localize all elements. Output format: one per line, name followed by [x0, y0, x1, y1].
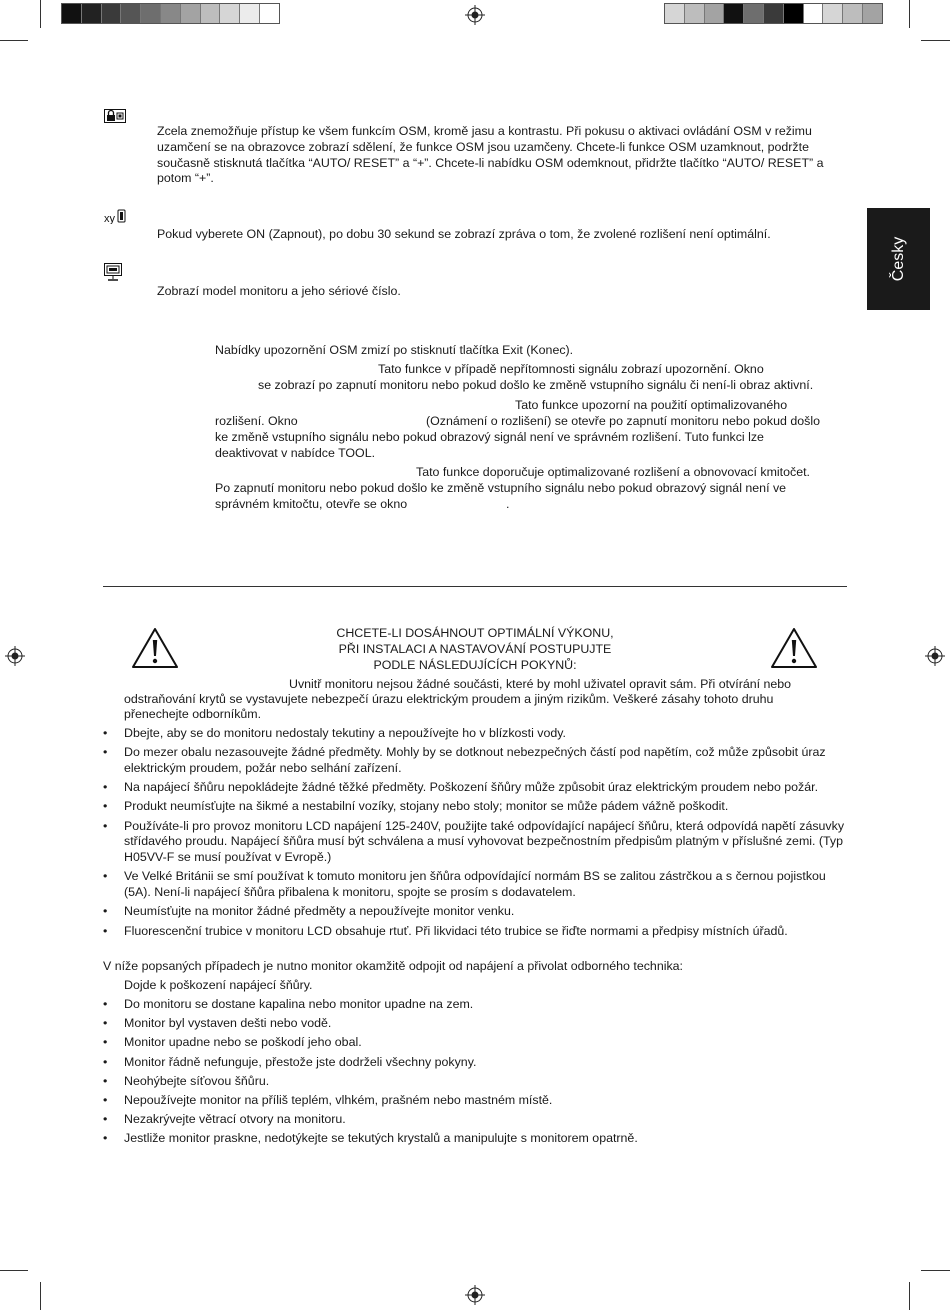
color-swatch — [764, 4, 784, 23]
osm-lock-icon — [104, 109, 126, 123]
list-item: • Fluorescenční trubice v monitoru LCD obsahuje rtuť. Při likvidaci této trubice se řiďte normami a předpisy místních úřadů. — [103, 924, 848, 940]
list-item: • Používáte-li pro provoz monitoru LCD napájení 125-240V, použijte také odpovídající napájecí šňůru, která odpovídá napětí zásuvky střídavého proudu. Napájecí šňůra musí být schválena a musí vyhovovat bezpečnostním předpisům platným v příslušné zemi. (Typ H05VV-F se musí používat v Evropě.) — [103, 819, 848, 866]
service-warning-line-3: přenechejte odborníkům. — [124, 707, 262, 721]
color-swatch — [863, 4, 882, 23]
color-swatch — [724, 4, 744, 23]
frequency-line-3b: . — [506, 497, 510, 511]
color-swatch — [62, 4, 82, 23]
color-swatch — [141, 4, 161, 23]
svg-text:xy: xy — [104, 213, 115, 224]
color-swatch — [665, 4, 685, 23]
osm-warning-intro: Nabídky upozornění OSM zmizí po stisknutí tlačítka Exit (Konec). — [215, 343, 574, 357]
osm-lock-description: Zcela znemožňuje přístup ke všem funkcím OSM, kromě jasu a kontrastu. Při pokusu o aktivaci ovládání OSM v režimu uzamčení se na obrazovce zobrazí sdělení, že funkce OSM jsou uzamčeny. Chcete-li funkce OSM uzamknout, podržte současně stisknutá tlačítka “AUTO/ RESET” a “+”. Chcete-li nabídku OSM odemknout, přidržte tlačítko “AUTO/ RESET” a potom “+”. — [157, 124, 824, 186]
registration-mark-icon — [465, 1285, 485, 1305]
color-swatch — [823, 4, 843, 23]
color-swatch — [260, 4, 279, 23]
warning-heading — [275, 626, 675, 673]
registration-mark-icon — [925, 646, 945, 666]
language-tab-label: Česky — [889, 236, 907, 282]
no-signal-line-1: Tato funkce v případě nepřítomnosti signálu zobrazí upozornění. Okno — [378, 362, 764, 376]
warning-heading-line-2: PŘI INSTALACI A NASTAVOVÁNÍ POSTUPUJTE — [338, 641, 612, 656]
color-bar-left — [61, 3, 280, 24]
frequency-line-3a: správném kmitočtu, otevře se okno — [215, 497, 408, 511]
language-tab — [867, 208, 930, 310]
resolution-notice-line-2a: rozlišení. Okno — [215, 414, 298, 428]
color-swatch — [705, 4, 725, 23]
color-swatch — [804, 4, 824, 23]
monitor-info-icon — [104, 263, 122, 283]
disconnect-bullet-list — [103, 997, 848, 1151]
list-item: • Jestliže monitor praskne, nedotýkejte se tekutých krystalů a manipulujte s monitorem opatrně. — [103, 1131, 848, 1147]
list-item: • Produkt neumísťujte na šikmé a nestabilní vozíky, stojany nebo stoly; monitor se může pádem vážně poškodit. — [103, 799, 848, 815]
color-swatch — [685, 4, 705, 23]
list-item: • Nepoužívejte monitor na příliš teplém, vlhkém, prašném nebo mastném místě. — [103, 1093, 848, 1109]
resolution-notice-line-1: Tato funkce upozorní na použití optimalizovaného — [515, 398, 788, 412]
color-swatch — [220, 4, 240, 23]
color-swatch — [240, 4, 260, 23]
list-item: • Monitor upadne nebo se poškodí jeho obal. — [103, 1035, 848, 1051]
warning-triangle-icon — [131, 627, 179, 669]
color-swatch — [181, 4, 201, 23]
warning-triangle-icon — [770, 627, 818, 669]
safety-bullet-list — [103, 726, 848, 943]
disconnect-first-item: Dojde k poškození napájecí šňůry. — [124, 978, 313, 992]
color-swatch — [784, 4, 804, 23]
color-swatch — [744, 4, 764, 23]
list-item: • Monitor řádně nefunguje, přestože jste dodrželi všechny pokyny. — [103, 1055, 848, 1071]
color-swatch — [121, 4, 141, 23]
list-item: • Dbejte, aby se do monitoru nedostaly tekutiny a nepoužívejte ho v blízkosti vody. — [103, 726, 848, 742]
registration-mark-icon — [5, 646, 25, 666]
registration-mark-icon — [465, 5, 485, 25]
no-signal-line-2: se zobrazí po zapnutí monitoru nebo pokud došlo ke změně vstupního signálu či není-li obraz aktivní. — [258, 378, 814, 392]
list-item: • Na napájecí šňůru nepokládejte žádné těžké předměty. Poškození šňůry může způsobit úraz elektrickým proudem nebo požár. — [103, 780, 848, 796]
monitor-info-description: Zobrazí model monitoru a jeho sériové číslo. — [157, 284, 401, 298]
list-item: • Neohýbejte síťovou šňůru. — [103, 1074, 848, 1090]
frequency-line-1: Tato funkce doporučuje optimalizované rozlišení a obnovovací kmitočet. — [416, 465, 810, 479]
color-bar-right — [664, 3, 883, 24]
color-swatch — [843, 4, 863, 23]
disconnect-intro: V níže popsaných případech je nutno monitor okamžitě odpojit od napájení a přivolat odborného technika: — [103, 959, 683, 973]
color-swatch — [161, 4, 181, 23]
resolution-notice-line-4: deaktivovat v nabídce TOOL. — [215, 446, 376, 460]
resolution-notice-line-3: ke změně vstupního signálu nebo pokud obrazový signál není ve správném rozlišení. Tuto funkci lze — [215, 430, 764, 444]
list-item: • Nezakrývejte větrací otvory na monitoru. — [103, 1112, 848, 1128]
resolution-notifier-icon — [104, 208, 128, 224]
list-item: • Ve Velké Británii se smí používat k tomuto monitoru jen šňůra odpovídající normám BS se zalitou zástrčkou a s černou pojistkou (5A). Není-li napájecí šňůra přibalena k monitoru, spojte se prosím s dodavatelem. — [103, 869, 848, 901]
list-item: • Neumísťujte na monitor žádné předměty a nepoužívejte monitor venku. — [103, 904, 848, 920]
list-item: • Do monitoru se dostane kapalina nebo monitor upadne na zem. — [103, 997, 848, 1013]
list-item: • Monitor byl vystaven dešti nebo vodě. — [103, 1016, 848, 1032]
list-item: • Do mezer obalu nezasouvejte žádné předměty. Mohly by se dotknout nebezpečných částí pod napětím, což může způsobit úraz elektrickým proudem, požár nebo selhání zařízení. — [103, 745, 848, 777]
service-warning-line-1: Uvnitř monitoru nejsou žádné součásti, které by mohl uživatel opravit sám. Při otvírání nebo — [289, 677, 792, 691]
color-swatch — [201, 4, 221, 23]
service-warning-line-2: odstraňování krytů se vystavujete nebezpečí úrazu elektrickým proudem a jiným rizikům. Veškeré zásahy tohoto druhu — [124, 692, 774, 706]
frequency-line-2: Po zapnutí monitoru nebo pokud došlo ke změně vstupního signálu nebo pokud obrazový signál není ve — [215, 481, 787, 495]
resolution-notifier-description: Pokud vyberete ON (Zapnout), po dobu 30 sekund se zobrazí zpráva o tom, že zvolené rozlišení není optimální. — [157, 227, 771, 241]
warning-heading-line-1: CHCETE-LI DOSÁHNOUT OPTIMÁLNÍ VÝKONU, — [336, 626, 614, 640]
color-swatch — [82, 4, 102, 23]
color-swatch — [102, 4, 122, 23]
section-divider — [103, 586, 847, 587]
resolution-notice-line-2b: (Oznámení o rozlišení) se otevře po zapnutí monitoru nebo pokud došlo — [426, 414, 820, 428]
warning-heading-line-3: PODLE NÁSLEDUJÍCÍCH POKYNŮ: — [373, 657, 577, 672]
